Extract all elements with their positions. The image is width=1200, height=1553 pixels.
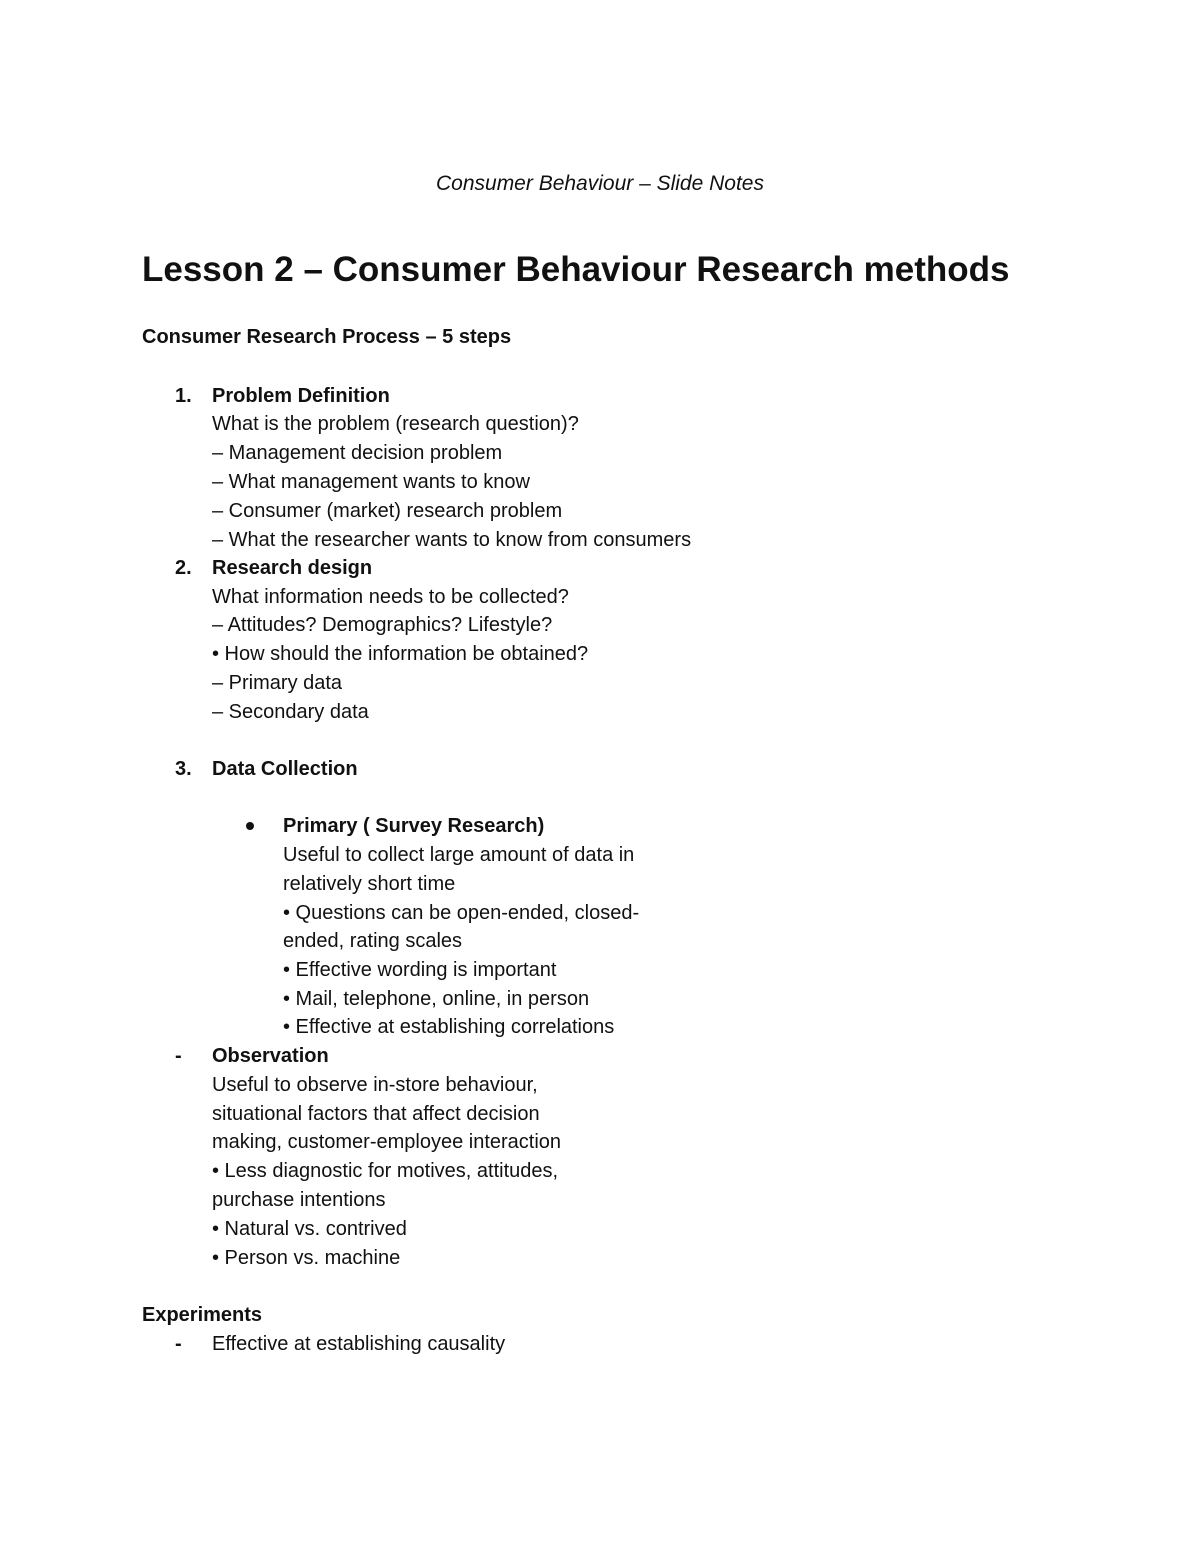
step-3-number: 3.: [175, 758, 192, 780]
step-2-line: • How should the information be obtained?: [212, 643, 589, 665]
primary-line: • Mail, telephone, online, in person: [283, 988, 590, 1010]
step-2-heading: Research design: [212, 557, 373, 579]
step-2-line: – Attitudes? Demographics? Lifestyle?: [212, 614, 553, 636]
experiments-line: Effective at establishing causality: [212, 1333, 506, 1355]
header-note: Consumer Behaviour – Slide Notes: [435, 172, 764, 195]
observation-heading: Observation: [212, 1045, 329, 1067]
primary-heading: Primary ( Survey Research): [283, 815, 545, 837]
process-heading: Consumer Research Process – 5 steps: [142, 326, 512, 348]
observation-line: • Less diagnostic for motives, attitudes,: [212, 1160, 559, 1182]
step-2-number: 2.: [175, 557, 192, 579]
observation-line: making, customer-employee interaction: [212, 1131, 562, 1153]
step-1-heading: Problem Definition: [212, 385, 390, 407]
primary-line: relatively short time: [283, 873, 456, 895]
observation-line: purchase intentions: [212, 1189, 386, 1211]
primary-line: • Effective at establishing correlations: [283, 1016, 615, 1038]
step-2-line: What information needs to be collected?: [212, 586, 569, 608]
primary-line: • Questions can be open-ended, closed-: [283, 902, 640, 924]
step-1-line: – Management decision problem: [212, 442, 503, 464]
primary-line: • Effective wording is important: [283, 959, 557, 981]
observation-marker: -: [175, 1045, 182, 1067]
lesson-title: Lesson 2 – Consumer Behaviour Research methods: [142, 250, 1010, 289]
experiments-marker: -: [175, 1333, 182, 1355]
bullet-dot-icon: [246, 822, 254, 830]
primary-line: ended, rating scales: [283, 930, 463, 952]
primary-line: Useful to collect large amount of data in: [283, 844, 635, 866]
step-1-line: What is the problem (research question)?: [212, 413, 579, 435]
step-1-line: – What the researcher wants to know from consumers: [212, 529, 692, 551]
step-3-heading: Data Collection: [212, 758, 358, 780]
observation-line: • Natural vs. contrived: [212, 1218, 407, 1240]
observation-line: situational factors that affect decision: [212, 1103, 540, 1125]
experiments-heading: Experiments: [142, 1304, 263, 1326]
step-2-line: – Primary data: [212, 672, 343, 694]
observation-line: Useful to observe in-store behaviour,: [212, 1074, 538, 1096]
step-1-line: – Consumer (market) research problem: [212, 500, 563, 522]
step-2-line: – Secondary data: [212, 701, 369, 723]
step-1-number: 1.: [175, 385, 192, 407]
observation-line: • Person vs. machine: [212, 1247, 401, 1269]
step-1-line: – What management wants to know: [212, 471, 530, 493]
